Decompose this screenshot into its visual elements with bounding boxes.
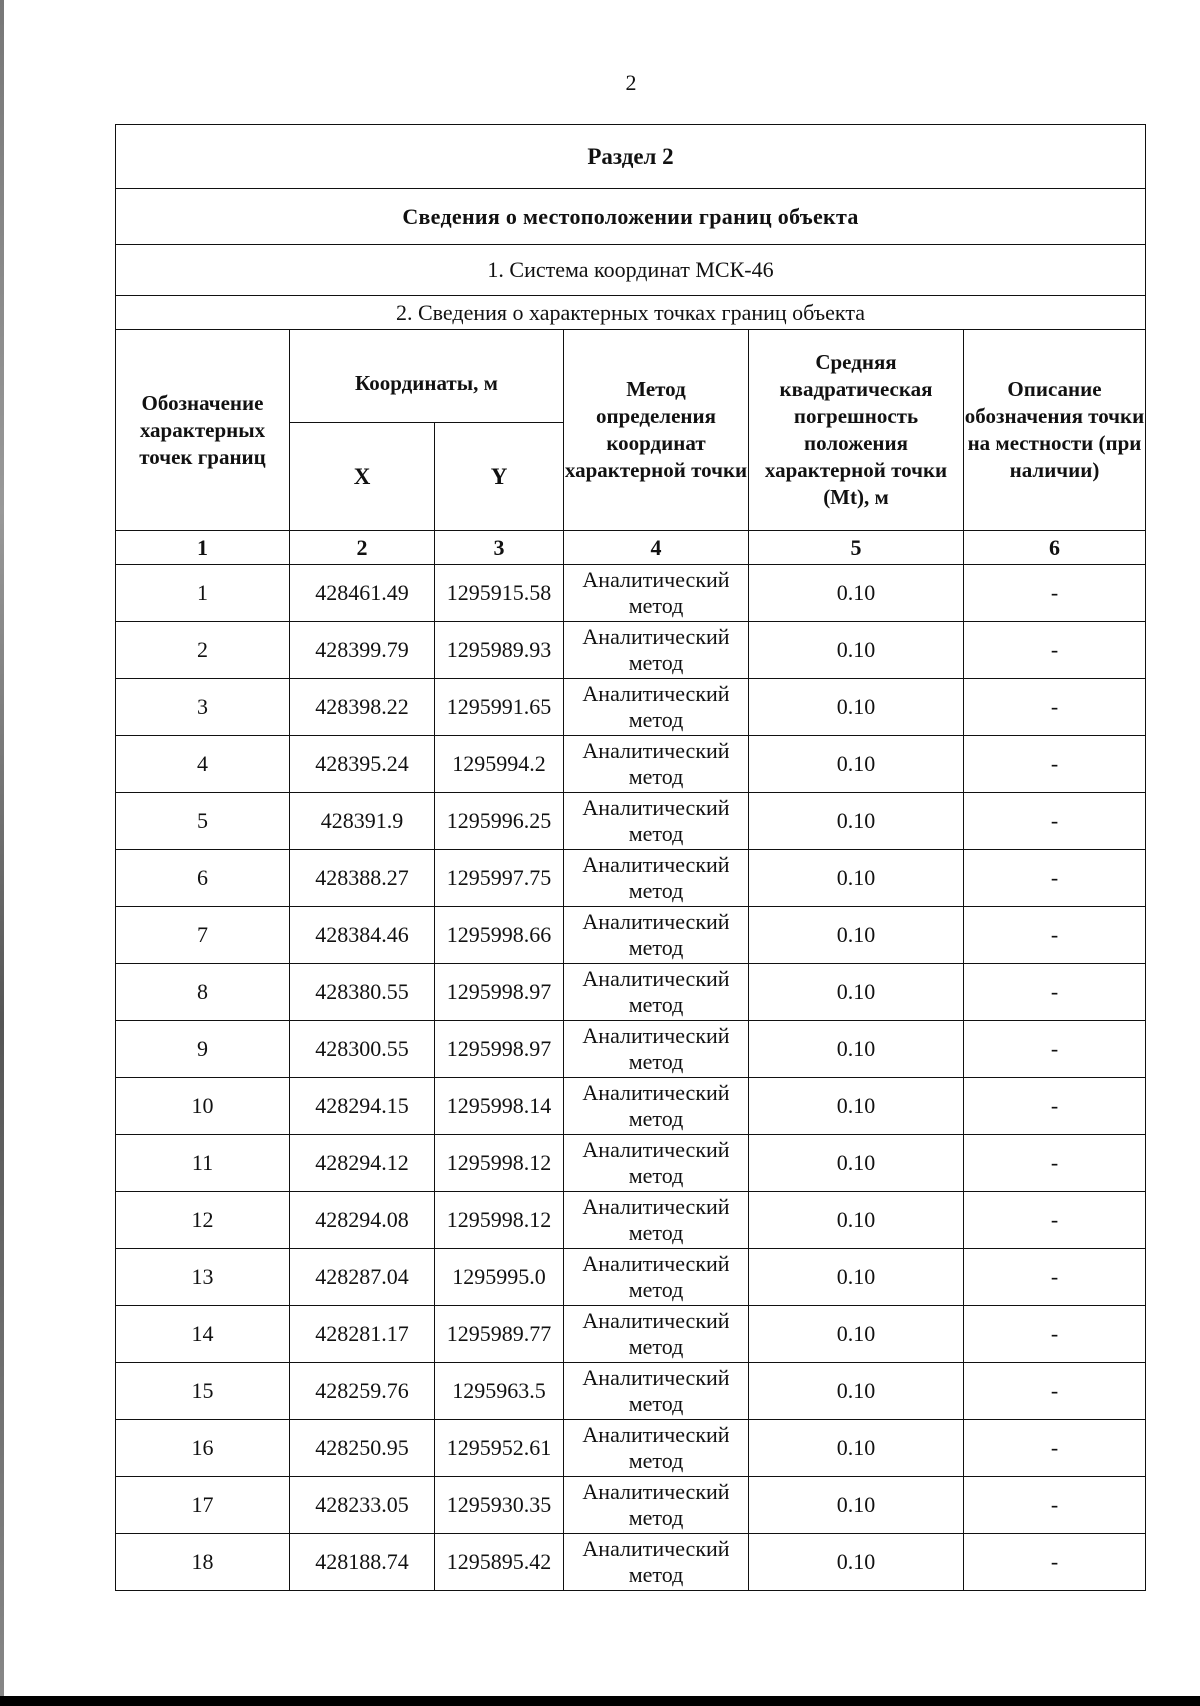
points-heading: 2. Сведения о характерных точках границ объекта	[116, 296, 1146, 330]
coord-y: 1295895.42	[435, 1534, 564, 1591]
mt-cell: 0.10	[749, 736, 964, 793]
table-row	[116, 907, 1146, 964]
coord-y: 1295991.65	[435, 679, 564, 736]
method-cell: Аналитический метод	[564, 622, 749, 679]
coordinate-system: 1. Система координат МСК-46	[116, 245, 1146, 296]
description-cell: -	[964, 1135, 1146, 1192]
method-cell: Аналитический метод	[564, 679, 749, 736]
coord-y: 1295989.93	[435, 622, 564, 679]
coord-y: 1295998.14	[435, 1078, 564, 1135]
coord-x: 428294.15	[290, 1078, 435, 1135]
column-number: 5	[749, 531, 964, 565]
table-row	[116, 1477, 1146, 1534]
table-row	[116, 1534, 1146, 1591]
mt-cell: 0.10	[749, 1306, 964, 1363]
header-coordinates: Координаты, м	[290, 330, 564, 423]
table-row	[116, 565, 1146, 622]
coord-x: 428294.08	[290, 1192, 435, 1249]
method-cell: Аналитический метод	[564, 1534, 749, 1591]
point-id: 18	[116, 1534, 290, 1591]
method-cell: Аналитический метод	[564, 1420, 749, 1477]
method-cell: Аналитический метод	[564, 736, 749, 793]
table-row	[116, 850, 1146, 907]
mt-cell: 0.10	[749, 622, 964, 679]
header-designation: Обозначение характерных точек границ	[116, 330, 290, 531]
method-cell: Аналитический метод	[564, 1192, 749, 1249]
point-id: 13	[116, 1249, 290, 1306]
table-row	[116, 736, 1146, 793]
column-number: 3	[435, 531, 564, 565]
description-cell: -	[964, 793, 1146, 850]
coord-x: 428287.04	[290, 1249, 435, 1306]
coord-x: 428399.79	[290, 622, 435, 679]
description-cell: -	[964, 850, 1146, 907]
column-number: 6	[964, 531, 1146, 565]
description-cell: -	[964, 565, 1146, 622]
coord-y: 1295998.12	[435, 1192, 564, 1249]
coord-x: 428380.55	[290, 964, 435, 1021]
coord-y: 1295952.61	[435, 1420, 564, 1477]
description-cell: -	[964, 907, 1146, 964]
method-cell: Аналитический метод	[564, 1021, 749, 1078]
description-cell: -	[964, 1306, 1146, 1363]
point-id: 16	[116, 1420, 290, 1477]
mt-cell: 0.10	[749, 1078, 964, 1135]
table-row	[116, 679, 1146, 736]
coord-y: 1295994.2	[435, 736, 564, 793]
scan-left-edge	[0, 0, 4, 1706]
point-id: 3	[116, 679, 290, 736]
description-cell: -	[964, 622, 1146, 679]
table-row	[116, 1306, 1146, 1363]
method-cell: Аналитический метод	[564, 793, 749, 850]
coord-x: 428391.9	[290, 793, 435, 850]
description-cell: -	[964, 736, 1146, 793]
coord-y: 1295998.12	[435, 1135, 564, 1192]
method-cell: Аналитический метод	[564, 1306, 749, 1363]
description-cell: -	[964, 679, 1146, 736]
coord-y: 1295998.66	[435, 907, 564, 964]
table-row	[116, 793, 1146, 850]
point-id: 1	[116, 565, 290, 622]
coord-x: 428294.12	[290, 1135, 435, 1192]
description-cell: -	[964, 964, 1146, 1021]
coord-x: 428281.17	[290, 1306, 435, 1363]
table-row	[116, 1135, 1146, 1192]
coord-y: 1295998.97	[435, 964, 564, 1021]
header-method: Метод определения координат характерной точки	[564, 330, 749, 531]
point-id: 9	[116, 1021, 290, 1078]
coord-x: 428384.46	[290, 907, 435, 964]
coord-y: 1295996.25	[435, 793, 564, 850]
table-row	[116, 1363, 1146, 1420]
point-id: 14	[116, 1306, 290, 1363]
mt-cell: 0.10	[749, 1477, 964, 1534]
column-number: 2	[290, 531, 435, 565]
page-number: 2	[625, 70, 637, 95]
coord-y: 1295915.58	[435, 565, 564, 622]
header-y: Y	[435, 423, 564, 531]
description-cell: -	[964, 1534, 1146, 1591]
mt-cell: 0.10	[749, 907, 964, 964]
point-id: 4	[116, 736, 290, 793]
point-id: 15	[116, 1363, 290, 1420]
mt-cell: 0.10	[749, 1135, 964, 1192]
method-cell: Аналитический метод	[564, 1477, 749, 1534]
coord-x: 428259.76	[290, 1363, 435, 1420]
table-row	[116, 1192, 1146, 1249]
header-error: Средняя квадратическая погрешность положения характерной точки (Mt), м	[749, 330, 964, 531]
point-id: 17	[116, 1477, 290, 1534]
mt-cell: 0.10	[749, 1192, 964, 1249]
method-cell: Аналитический метод	[564, 1249, 749, 1306]
method-cell: Аналитический метод	[564, 850, 749, 907]
table-row	[116, 1021, 1146, 1078]
mt-cell: 0.10	[749, 964, 964, 1021]
mt-cell: 0.10	[749, 1420, 964, 1477]
method-cell: Аналитический метод	[564, 907, 749, 964]
coord-x: 428233.05	[290, 1477, 435, 1534]
description-cell: -	[964, 1363, 1146, 1420]
point-id: 8	[116, 964, 290, 1021]
description-cell: -	[964, 1078, 1146, 1135]
mt-cell: 0.10	[749, 1021, 964, 1078]
mt-cell: 0.10	[749, 1534, 964, 1591]
coord-y: 1295989.77	[435, 1306, 564, 1363]
coord-x: 428398.22	[290, 679, 435, 736]
description-cell: -	[964, 1192, 1146, 1249]
mt-cell: 0.10	[749, 850, 964, 907]
point-id: 6	[116, 850, 290, 907]
table-row	[116, 964, 1146, 1021]
method-cell: Аналитический метод	[564, 1078, 749, 1135]
coord-y: 1295997.75	[435, 850, 564, 907]
table-row	[116, 622, 1146, 679]
table-row	[116, 1078, 1146, 1135]
coord-x: 428388.27	[290, 850, 435, 907]
scan-bottom-edge	[0, 1696, 1200, 1706]
mt-cell: 0.10	[749, 793, 964, 850]
section-subtitle: Сведения о местоположении границ объекта	[116, 189, 1146, 245]
coord-y: 1295963.5	[435, 1363, 564, 1420]
description-cell: -	[964, 1249, 1146, 1306]
description-cell: -	[964, 1477, 1146, 1534]
coord-y: 1295998.97	[435, 1021, 564, 1078]
point-id: 2	[116, 622, 290, 679]
point-id: 12	[116, 1192, 290, 1249]
mt-cell: 0.10	[749, 679, 964, 736]
method-cell: Аналитический метод	[564, 964, 749, 1021]
method-cell: Аналитический метод	[564, 565, 749, 622]
column-number: 4	[564, 531, 749, 565]
column-number: 1	[116, 531, 290, 565]
header-x: X	[290, 423, 435, 531]
coord-y: 1295995.0	[435, 1249, 564, 1306]
header-description: Описание обозначения точки на местности (при наличии)	[964, 330, 1146, 531]
table-row	[116, 1249, 1146, 1306]
coord-x: 428250.95	[290, 1420, 435, 1477]
column-numbers-row	[116, 531, 1146, 565]
mt-cell: 0.10	[749, 1249, 964, 1306]
mt-cell: 0.10	[749, 1363, 964, 1420]
method-cell: Аналитический метод	[564, 1135, 749, 1192]
coord-x: 428188.74	[290, 1534, 435, 1591]
description-cell: -	[964, 1021, 1146, 1078]
method-cell: Аналитический метод	[564, 1363, 749, 1420]
point-id: 5	[116, 793, 290, 850]
coord-x: 428461.49	[290, 565, 435, 622]
description-cell: -	[964, 1420, 1146, 1477]
coord-x: 428300.55	[290, 1021, 435, 1078]
boundary-points-table	[115, 124, 1146, 1591]
table-row	[116, 1420, 1146, 1477]
point-id: 11	[116, 1135, 290, 1192]
point-id: 7	[116, 907, 290, 964]
section-title: Раздел 2	[116, 125, 1146, 189]
coord-x: 428395.24	[290, 736, 435, 793]
mt-cell: 0.10	[749, 565, 964, 622]
coord-y: 1295930.35	[435, 1477, 564, 1534]
point-id: 10	[116, 1078, 290, 1135]
